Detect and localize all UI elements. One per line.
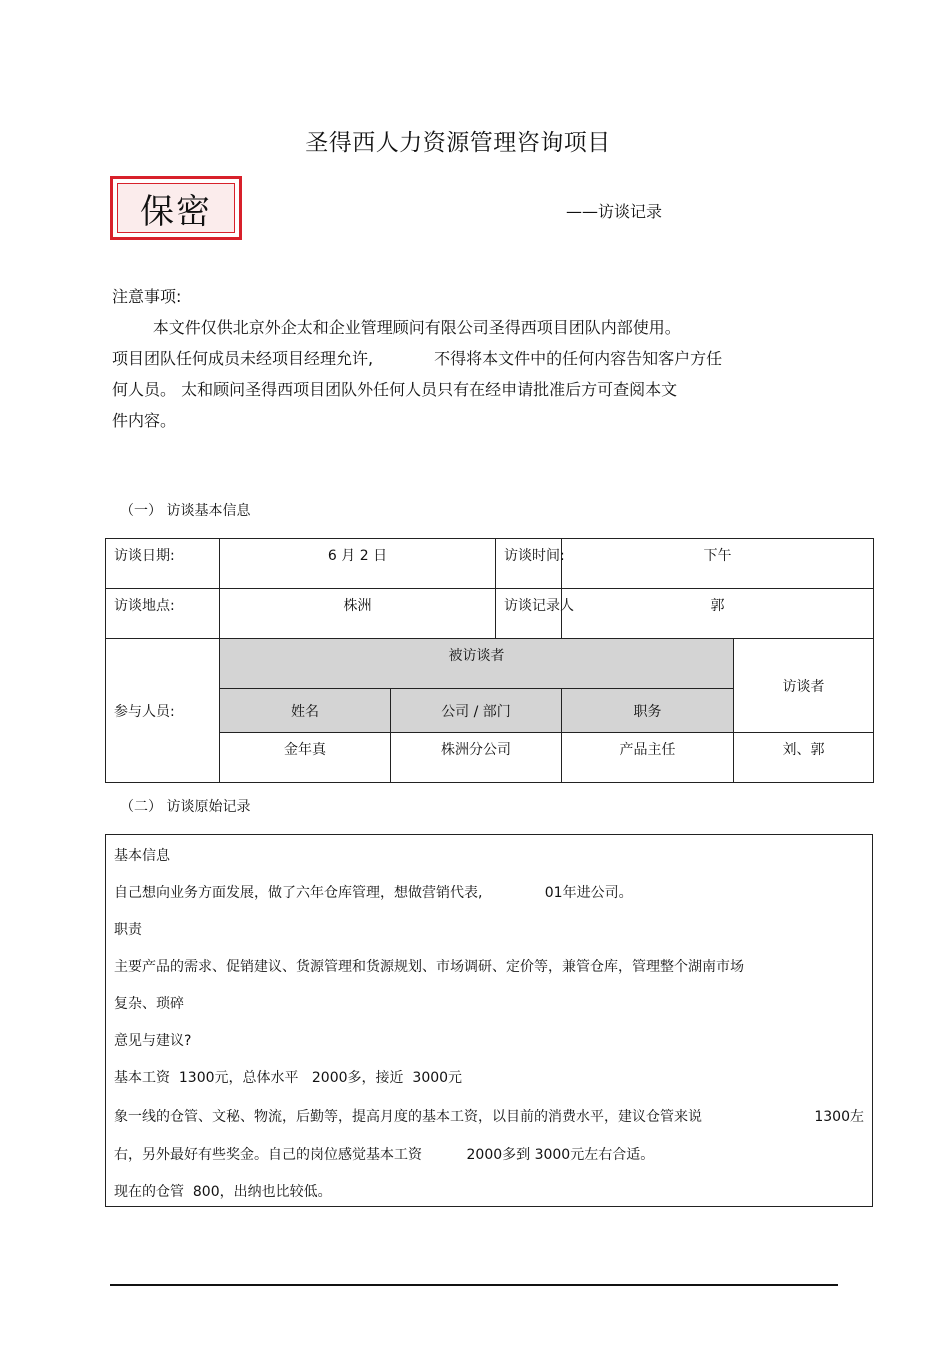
interviewer-names: 刘、郭: [734, 733, 874, 783]
record-line: 右，另外最好有些奖金。自己的岗位感觉基本工资 2000多到 3000元左右合适。: [114, 1147, 655, 1163]
recorder-label: 访谈记录人: [496, 589, 562, 639]
interviewee-position: 产品主任: [562, 733, 734, 783]
time-label: 访谈时间:: [496, 539, 562, 589]
place-label: 访谈地点:: [106, 589, 220, 639]
interviewee-name: 金年真: [220, 733, 391, 783]
record-line: 现在的仓管 800，出纳也比较低。: [114, 1184, 332, 1200]
document-title: 圣得西人力资源管理咨询项目: [305, 130, 611, 156]
notice-line: 本文件仅供北京外企太和企业管理顾问有限公司圣得西项目团队内部使用。: [112, 318, 681, 337]
interview-info-table: [105, 538, 874, 783]
notice-line: 何人员。 太和顾问圣得西项目团队外任何人员只有在经申请批准后方可查阅本文: [112, 380, 678, 399]
record-line-tail: 1300左: [814, 1109, 864, 1125]
date-value: 6 月 2 日: [220, 539, 496, 589]
column-position: 职务: [562, 689, 734, 733]
column-name: 姓名: [220, 689, 391, 733]
record-line: 复杂、琐碎: [114, 996, 184, 1012]
date-label: 访谈日期:: [106, 539, 220, 589]
section-heading-raw-record: （二） 访谈原始记录: [120, 799, 251, 815]
record-line: 基本工资 1300元，总体水平 2000多，接近 3000元: [114, 1070, 463, 1086]
interviewee-header: 被访谈者: [220, 639, 734, 689]
notice-line: 项目团队任何成员未经项目经理允许, 不得将本文件中的任何内容告知客户方任: [112, 349, 723, 368]
recorder-value: 郭: [562, 589, 874, 639]
confidential-stamp-text: 保密: [140, 191, 212, 232]
record-line: 象一线的仓管、文秘、物流，后勤等，提高月度的基本工资，以目前的消费水平，建议仓管来说: [114, 1109, 702, 1125]
confidential-stamp: [110, 176, 242, 240]
record-line: 主要产品的需求、促销建议、货源管理和货源规划、市场调研、定价等，兼管仓库，管理整个湖南市场: [114, 959, 744, 975]
column-company: 公司 / 部门: [391, 689, 562, 733]
confidential-stamp-inner: [117, 183, 235, 233]
record-line: 意见与建议?: [114, 1033, 192, 1049]
time-value: 下午: [562, 539, 874, 589]
interviewer-header: 访谈者: [734, 639, 874, 733]
notice-heading: 注意事项:: [112, 287, 182, 306]
document-subtitle: ——访谈记录: [566, 202, 663, 221]
interview-record-box: [105, 834, 873, 1207]
record-line: 自己想向业务方面发展，做了六年仓库管理，想做营销代表, 01年进公司。: [114, 885, 633, 901]
record-line: 职责: [114, 922, 142, 938]
place-value: 株洲: [220, 589, 496, 639]
interviewee-company: 株洲分公司: [391, 733, 562, 783]
section-heading-basic-info: （一） 访谈基本信息: [120, 503, 251, 519]
notice-line: 件内容。: [112, 411, 177, 430]
footer-rule: [110, 1284, 838, 1286]
participants-label: 参与人员:: [106, 639, 220, 783]
record-line: 基本信息: [114, 848, 170, 864]
